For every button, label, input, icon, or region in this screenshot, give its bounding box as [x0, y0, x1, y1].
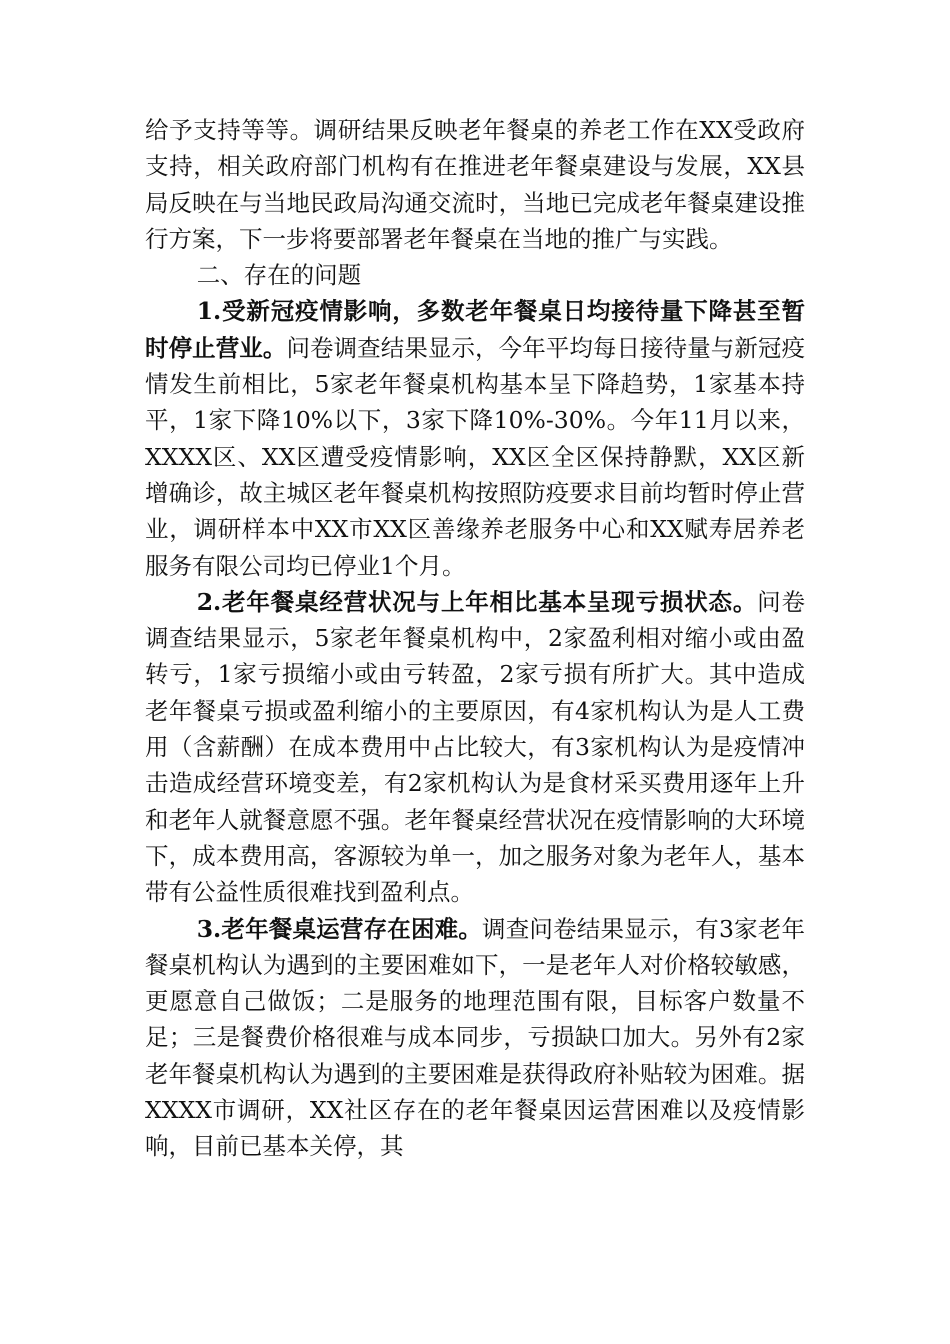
issue-2-title: 2.老年餐桌经营状况与上年相比基本呈现亏损状态。 [196, 587, 758, 616]
issue-2-body: 问卷调查结果显示，5家老年餐桌机构中，2家盈利相对缩小或由盈转亏，1家亏损缩小或由亏转盈，2家亏损有所扩大。其中造成老年餐桌亏损或盈利缩小的主要原因，有4家机构认为是人工费用（含薪酬）在成本费用中占比较大，有3家机构认为是疫情冲击造成经营环境变差，有2家机构认为是食材采买费用逐年上升和老年人就餐意愿不强。老年餐桌经营状况在疫情影响的大环境下，成本费用高，客源较为单一，加之服务对象为老年人，基本带有公益性质很难找到盈利点。 [145, 587, 805, 907]
issue-3-body: 调查问卷结果显示，有3家老年餐桌机构认为遇到的主要困难如下，一是老年人对价格较敏感，更愿意自己做饭；二是服务的地理范围有限，目标客户数量不足；三是餐费价格很难与成本同步，亏损缺口加大。另外有2家老年餐桌机构认为遇到的主要困难是获得政府补贴较为困难。据XXXX市调研，XX社区存在的老年餐桌因运营困难以及疫情影响，目前已基本关停，其 [145, 914, 805, 1161]
issue-1-title: 1.受新冠疫情影响，多数老年餐桌日均接待量下降甚至暂时停止营业。 [145, 297, 805, 362]
section-heading: 二、存在的问题 [196, 261, 362, 290]
issue-3-title: 3.老年餐桌运营存在困难。 [196, 914, 483, 943]
document-page [145, 112, 805, 1165]
paragraph-issue-1 [145, 293, 805, 583]
issue-1-body: 问卷调查结果显示，今年平均每日接待量与新冠疫情发生前相比，5家老年餐桌机构基本呈下降趋势，1家基本持平，1家下降10%以下，3家下降10%-30%。今年11月以来，XXXX区、XX区遭受疫情影响，XX区全区保持静默，XX区新增确诊，故主城区老年餐桌机构按照防疫要求目前均暂时停止营业，调研样本中XX市XX区善缘养老服务中心和XX赋寿居养老服务有限公司均已停业1个月。 [145, 333, 806, 580]
paragraph-intro: 给予支持等等。调研结果反映老年餐桌的养老工作在XX受政府支持，相关政府部门机构有在推进老年餐桌建设与发展，XX县局反映在与当地民政局沟通交流时，当地已完成老年餐桌建设推行方案，下一步将要部署老年餐桌在当地的推广与实践。 [145, 116, 805, 253]
paragraph-issue-3 [145, 911, 805, 1165]
paragraph-issue-2 [145, 584, 805, 911]
